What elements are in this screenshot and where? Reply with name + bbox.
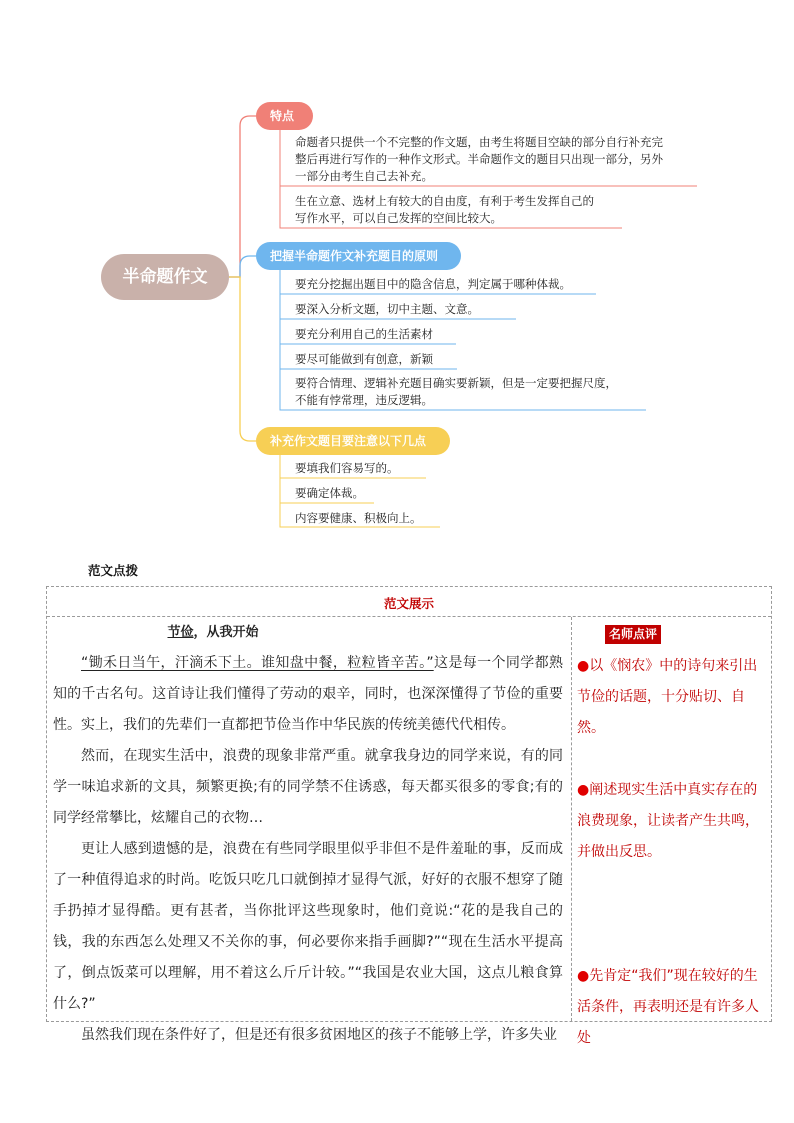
leaf-principle-4: 要尽可能做到有创意，新颖 xyxy=(295,352,433,366)
essay-paragraph-1: “锄禾日当午，汗滴禾下土。谁知盘中餐，粒粒皆辛苦。”这是每一个同学都熟知的千古名句。这首诗让我们懂得了劳动的艰辛，同时，也深深懂得了节俭的重要性。实上，我们的先辈们一直都把节俭当作中华民族的传统美德代代相传。 xyxy=(53,655,563,733)
box-title-row xyxy=(47,587,771,617)
comment-label: 名师点评 xyxy=(605,625,661,644)
branch-features: 特点 xyxy=(256,102,313,130)
leaf-note-2: 要确定体裁。 xyxy=(295,486,364,500)
leaf-feature-freedom: 生在立意、选材上有较大的自由度，有利于考生发挥自己的 写作水平，可以自己发挥的空间比较大。 xyxy=(295,194,594,225)
bullet-icon: ● xyxy=(577,658,590,674)
comment-2: ●阐述现实生活中真实存在的浪费现象，让读者产生共鸣，并做出反思。 xyxy=(577,782,759,860)
box-title: 范文展示 xyxy=(383,596,434,611)
section-heading: 范文点拨 xyxy=(88,563,139,578)
branch-principles: 把握半命题作文补充题目的原则 xyxy=(256,242,461,270)
mindmap xyxy=(0,0,794,540)
leaf-principle-3: 要充分利用自己的生活素材 xyxy=(295,327,433,341)
column-divider xyxy=(571,617,572,1021)
branch-notes: 补充作文题目要注意以下几点 xyxy=(256,427,450,455)
comment-1: ●以《悯农》中的诗句来引出节俭的话题，十分贴切、自然。 xyxy=(577,658,758,736)
leaf-feature-definition: 命题者只提供一个不完整的作文题，由考生将题目空缺的部分自行补充完 整后再进行写作的一种作文形式。半命题作文的题目只出现一部分，另外 一部分由考生自己去补充。 xyxy=(295,135,663,183)
mindmap-root-node: 半命题作文 xyxy=(101,254,229,300)
example-essay-box xyxy=(46,586,772,1046)
leaf-principle-2: 要深入分析文题，切中主题、文意。 xyxy=(295,302,479,316)
leaf-principle-5: 要符合情理、逻辑补充题目确实要新颖，但是一定要把握尺度， 不能有悖常理，违反逻辑。 xyxy=(295,376,617,407)
essay-column xyxy=(53,621,563,1051)
leaf-note-3: 内容要健康、积极向上。 xyxy=(295,511,422,525)
comment-column xyxy=(577,623,765,1046)
leaf-principle-1: 要充分挖掘出题目中的隐含信息，判定属于哪种体裁。 xyxy=(295,277,571,291)
bullet-icon: ● xyxy=(577,968,590,984)
essay-title: 节俭，从我开始 xyxy=(167,625,259,640)
quoted-poem: “锄禾日当午，汗滴禾下土。谁知盘中餐，粒粒皆辛苦。” xyxy=(81,655,434,671)
essay-paragraph-4: 虽然我们现在条件好了，但是还有很多贫困地区的孩子不能够上学，许多失业 xyxy=(81,1027,557,1043)
essay-paragraph-3: 更让人感到遗憾的是，浪费在有些同学眼里似乎非但不是件羞耻的事，反而成了一种值得追求的时尚。吃饭只吃几口就倒掉才显得气派，好好的衣服不想穿了随手扔掉才显得酷。更有甚者，当你批评这些现象时，他们竟说:“花的是我自己的钱，我的东西怎么处理又不关你的事，何必要你来指手画脚?”“现在生活水平提高了，倒点饭菜可以理解，用不着这么斤斤计较。”“我国是农业大国，这点儿粮食算什么?” xyxy=(53,841,563,1012)
leaf-note-1: 要填我们容易写的。 xyxy=(295,461,399,475)
comment-3: ●先肯定“我们”现在较好的生活条件，再表明还是有许多人处 xyxy=(577,968,759,1046)
essay-paragraph-2: 然而，在现实生活中，浪费的现象非常严重。就拿我身边的同学来说，有的同学一味追求新的文具，频繁更换;有的同学禁不住诱惑，每天都买很多的零食;有的同学经常攀比，炫耀自己的衣物… xyxy=(53,748,563,826)
bullet-icon: ● xyxy=(577,782,590,798)
